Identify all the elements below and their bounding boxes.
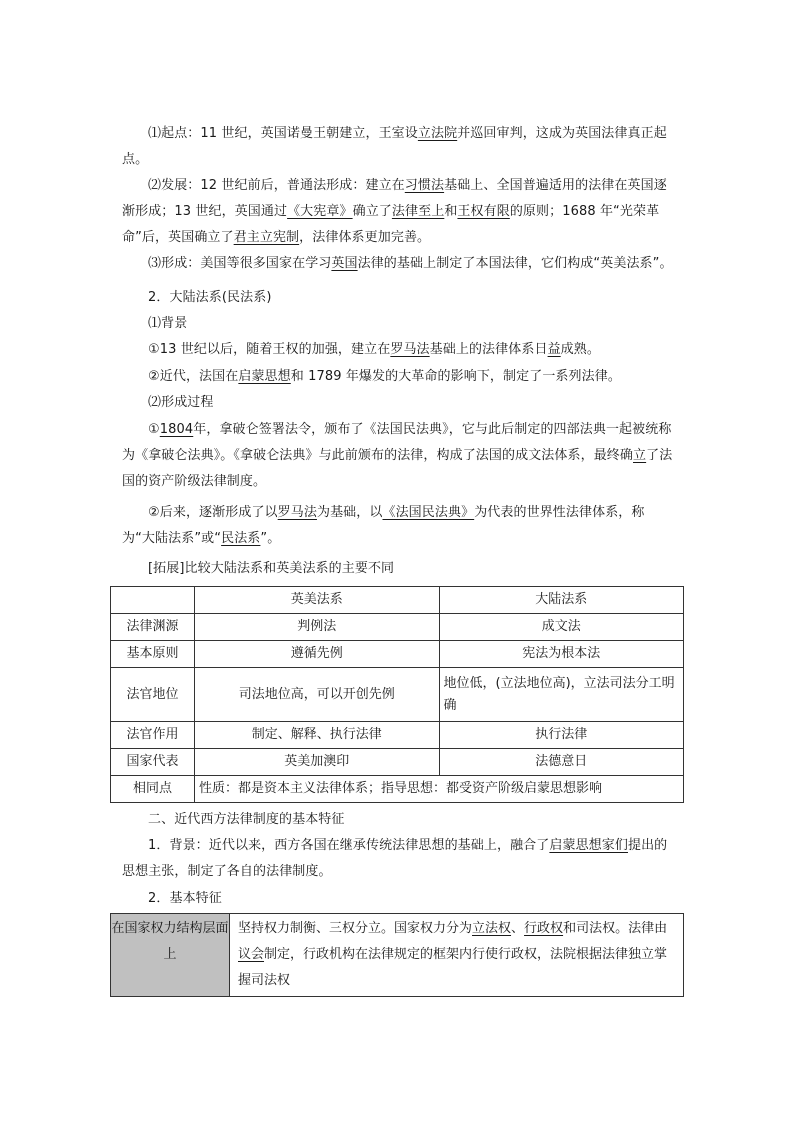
process-heading: ⑵形成过程	[148, 395, 214, 410]
process-item-1: ①1804年，拿破仑签署法令，颁布了《法国民法典》，它与此后制定的四部法典一起被统称为《拿破仑法典》。《拿破仑法典》与此前颁布的法律，构成了法国的成文法体系，最终确立了法国的资产阶级法律制度。	[122, 422, 673, 489]
formation-paragraph: ⑶形成：美国等很多国家在学习英国法律的基础上制定了本国法律，它们构成“英美法系”。	[148, 256, 673, 271]
table-row-label: 基本原则	[111, 641, 195, 668]
table-cell: 地位低，(立法地位高)，立法司法分工明确	[439, 668, 684, 722]
table-cell: 判例法	[195, 614, 440, 641]
table-row-label: 法律渊源	[111, 614, 195, 641]
compare-caption: [拓展]比较大陆法系和英美法系的主要不同	[148, 561, 395, 576]
table-row	[111, 668, 684, 722]
table-row	[111, 722, 684, 749]
features-table	[110, 913, 684, 997]
table-cell: 司法地位高，可以开创先例	[195, 668, 440, 722]
table-row-label: 法官地位	[111, 668, 195, 722]
background-heading: ⑴背景	[148, 316, 188, 331]
feature-text-cell: 坚持权力制衡、三权分立。国家权力分为立法权、行政权和司法权。法律由议会制定，行政机构在法律规定的框架内行使行政权，法院根据法律独立掌握司法权	[230, 914, 684, 997]
features-heading: 2．基本特征	[148, 891, 222, 906]
table-row-label: 相同点	[111, 776, 195, 803]
origin-paragraph: ⑴起点：11 世纪，英国诺曼王朝建立，王室设立法院并巡回审判，这成为英国法律真正起点。	[122, 126, 667, 167]
table-header-cell: 大陆法系	[439, 587, 684, 614]
background-item-1: ①13 世纪以后，随着王权的加强，建立在罗马法基础上的法律体系日益成熟。	[148, 342, 600, 357]
table-header-row	[111, 587, 684, 614]
table-cell: 宪法为根本法	[439, 641, 684, 668]
table-cell: 性质：都是资本主义法律体系；指导思想：都受资产阶级启蒙思想影响	[195, 776, 684, 803]
background-item-2: ②近代，法国在启蒙思想和 1789 年爆发的大革命的影响下，制定了一系列法律。	[148, 369, 621, 384]
table-cell: 遵循先例	[195, 641, 440, 668]
table-row-label: 国家代表	[111, 749, 195, 776]
feature-label-cell: 在国家权力结构层面上	[111, 914, 230, 997]
section-heading: 二、近代西方法律制度的基本特征	[148, 812, 345, 827]
process-item-2: ②后来，逐渐形成了以罗马法为基础，以《法国民法典》为代表的世界性法律体系，称为“大陆法系”或“民法系”。	[122, 505, 645, 546]
table-row	[111, 614, 684, 641]
table-row	[111, 776, 684, 803]
table-header-cell: 英美法系	[195, 587, 440, 614]
table-cell: 执行法律	[439, 722, 684, 749]
table-row	[111, 749, 684, 776]
table-cell: 制定、解释、执行法律	[195, 722, 440, 749]
table-row	[111, 914, 684, 997]
table-row-label: 法官作用	[111, 722, 195, 749]
table-cell: 法德意日	[439, 749, 684, 776]
development-paragraph: ⑵发展：12 世纪前后，普通法形成：建立在习惯法基础上、全国普遍适用的法律在英国逐渐形成；13 世纪，英国通过《大宪章》确立了法律至上和王权有限的原则；1688 年“光荣革命”后，英国确立了君主立宪制，法律体系更加完善。	[122, 178, 667, 245]
table-cell: 英美加澳印	[195, 749, 440, 776]
modern-background-paragraph: 1．背景：近代以来，西方各国在继承传统法律思想的基础上，融合了启蒙思想家们提出的思想主张，制定了各自的法律制度。	[122, 838, 668, 879]
table-cell: 成文法	[439, 614, 684, 641]
table-header-cell	[111, 587, 195, 614]
comparison-table	[110, 586, 684, 803]
table-row	[111, 641, 684, 668]
continental-heading: 2．大陆法系(民法系)	[148, 290, 272, 305]
